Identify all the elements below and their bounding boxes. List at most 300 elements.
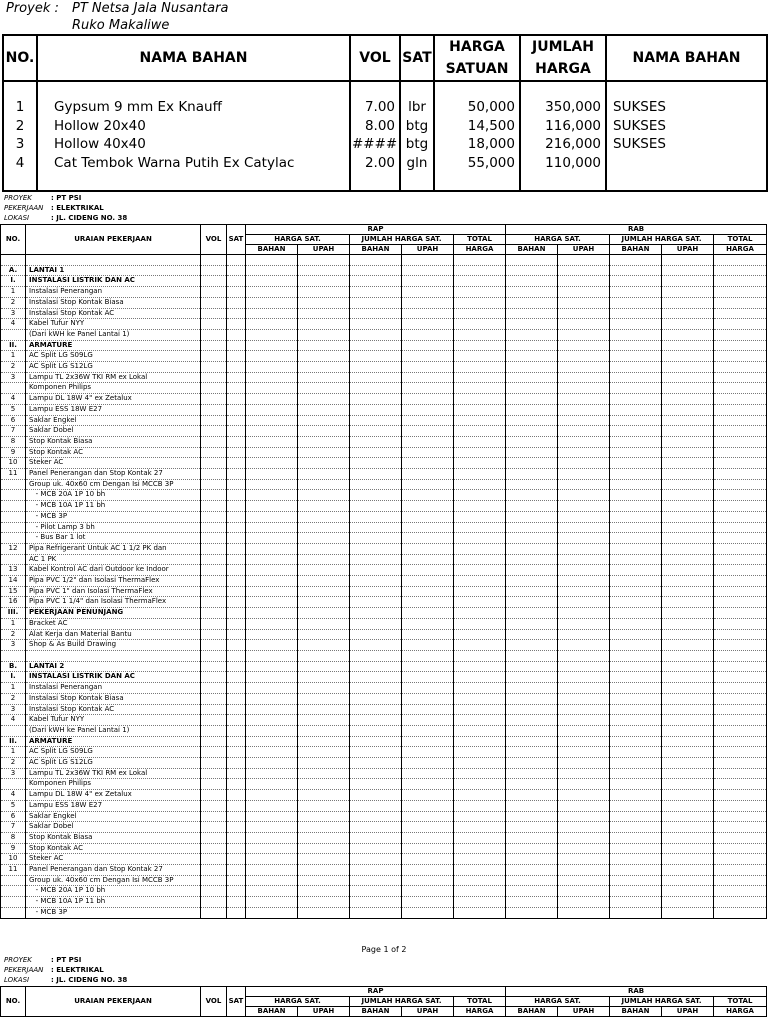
empty-cell bbox=[246, 790, 298, 801]
table-row bbox=[1, 843, 767, 854]
empty-cell bbox=[298, 415, 350, 426]
empty-cell bbox=[662, 790, 714, 801]
row-uraian: Panel Penerangan dan Stop Kontak 27 bbox=[26, 469, 201, 480]
row-no: 2 bbox=[1, 297, 26, 308]
empty-cell bbox=[558, 340, 610, 351]
col-no bbox=[3, 81, 37, 191]
empty-cell bbox=[201, 725, 227, 736]
empty-cell bbox=[610, 865, 662, 876]
row-uraian: Pipa Refrigerant Untuk AC 1 1/2 PK dan bbox=[26, 543, 201, 554]
empty-cell bbox=[506, 768, 558, 779]
empty-cell bbox=[350, 276, 402, 287]
col-header-no: NO. bbox=[3, 35, 37, 81]
empty-cell bbox=[298, 854, 350, 865]
meta-lokasi-label: LOKASI bbox=[4, 214, 30, 222]
empty-cell bbox=[558, 779, 610, 790]
rab-header-sat: SAT bbox=[227, 225, 246, 255]
empty-cell bbox=[454, 276, 506, 287]
empty-cell bbox=[227, 843, 246, 854]
empty-cell bbox=[246, 265, 298, 276]
rab-header-jumlah-harga-sat: JUMLAH HARGA SAT. bbox=[610, 997, 714, 1007]
cell-no: 1 bbox=[15, 99, 25, 115]
table-row bbox=[1, 640, 767, 651]
empty-cell bbox=[506, 661, 558, 672]
empty-cell bbox=[506, 543, 558, 554]
empty-cell bbox=[662, 511, 714, 522]
empty-cell bbox=[402, 854, 454, 865]
meta-lokasi-value: : JL. CIDENG NO. 38 bbox=[51, 214, 128, 222]
empty-cell bbox=[610, 693, 662, 704]
row-no bbox=[1, 383, 26, 394]
empty-cell bbox=[662, 907, 714, 918]
empty-cell bbox=[227, 255, 246, 266]
empty-cell bbox=[246, 661, 298, 672]
row-no bbox=[1, 501, 26, 512]
table-row bbox=[1, 458, 767, 469]
rab-header-upah: UPAH bbox=[662, 245, 714, 255]
empty-cell bbox=[227, 672, 246, 683]
empty-cell bbox=[246, 832, 298, 843]
empty-cell bbox=[402, 736, 454, 747]
row-no bbox=[1, 522, 26, 533]
empty-cell bbox=[558, 790, 610, 801]
empty-cell bbox=[227, 779, 246, 790]
empty-cell bbox=[201, 618, 227, 629]
row-uraian: AC 1 PK bbox=[26, 554, 201, 565]
empty-cell bbox=[246, 800, 298, 811]
empty-cell bbox=[506, 790, 558, 801]
empty-cell bbox=[246, 297, 298, 308]
empty-cell bbox=[201, 672, 227, 683]
row-uraian: LANTAI 1 bbox=[26, 265, 201, 276]
empty-cell bbox=[402, 287, 454, 298]
empty-cell bbox=[454, 897, 506, 908]
row-no: 5 bbox=[1, 800, 26, 811]
empty-cell bbox=[662, 447, 714, 458]
meta-proyek-value: : PT PSI bbox=[51, 194, 82, 202]
empty-cell bbox=[558, 265, 610, 276]
row-uraian: LANTAI 2 bbox=[26, 661, 201, 672]
empty-cell bbox=[201, 608, 227, 619]
empty-cell bbox=[662, 362, 714, 373]
row-no bbox=[1, 554, 26, 565]
empty-cell bbox=[350, 297, 402, 308]
empty-cell bbox=[227, 576, 246, 587]
empty-cell bbox=[506, 618, 558, 629]
rap-header-harga: HARGA bbox=[454, 1007, 506, 1017]
row-uraian: Group uk. 40x60 cm Dengan Isi MCCB 3P bbox=[26, 875, 201, 886]
empty-cell bbox=[350, 704, 402, 715]
row-uraian: Stop Kontak AC bbox=[26, 447, 201, 458]
empty-cell bbox=[506, 822, 558, 833]
empty-cell bbox=[350, 875, 402, 886]
rap-header-total: TOTAL bbox=[454, 997, 506, 1007]
empty-cell bbox=[558, 886, 610, 897]
empty-cell bbox=[246, 704, 298, 715]
empty-cell bbox=[227, 501, 246, 512]
empty-cell bbox=[246, 758, 298, 769]
empty-cell bbox=[227, 822, 246, 833]
empty-cell bbox=[227, 479, 246, 490]
empty-cell bbox=[714, 511, 767, 522]
row-no: 15 bbox=[1, 586, 26, 597]
table-row bbox=[1, 265, 767, 276]
table-row bbox=[1, 543, 767, 554]
row-no: 14 bbox=[1, 576, 26, 587]
empty-cell bbox=[454, 618, 506, 629]
row-no bbox=[1, 490, 26, 501]
row-no: 4 bbox=[1, 790, 26, 801]
empty-cell bbox=[610, 501, 662, 512]
empty-cell bbox=[201, 490, 227, 501]
row-no: 1 bbox=[1, 683, 26, 694]
empty-cell bbox=[402, 811, 454, 822]
row-no bbox=[1, 875, 26, 886]
empty-cell bbox=[350, 554, 402, 565]
empty-cell bbox=[227, 865, 246, 876]
empty-cell bbox=[227, 747, 246, 758]
empty-cell bbox=[454, 811, 506, 822]
table-row bbox=[1, 586, 767, 597]
empty-cell bbox=[246, 383, 298, 394]
empty-cell bbox=[610, 683, 662, 694]
meta-pekerjaan-value: : ELEKTRIKAL bbox=[51, 966, 104, 974]
empty-cell bbox=[610, 426, 662, 437]
table-row bbox=[1, 447, 767, 458]
empty-cell bbox=[506, 308, 558, 319]
row-no: 3 bbox=[1, 372, 26, 383]
empty-cell bbox=[506, 276, 558, 287]
row-no: 4 bbox=[1, 319, 26, 330]
empty-cell bbox=[201, 297, 227, 308]
empty-cell bbox=[246, 511, 298, 522]
table-row bbox=[1, 554, 767, 565]
empty-cell bbox=[714, 790, 767, 801]
row-no: I. bbox=[1, 672, 26, 683]
row-no: 4 bbox=[1, 394, 26, 405]
empty-cell bbox=[662, 747, 714, 758]
empty-cell bbox=[201, 576, 227, 587]
empty-cell bbox=[298, 758, 350, 769]
empty-cell bbox=[558, 436, 610, 447]
empty-cell bbox=[402, 255, 454, 266]
empty-cell bbox=[714, 704, 767, 715]
empty-cell bbox=[298, 479, 350, 490]
cell-nama: Hollow 40x40 bbox=[54, 136, 146, 152]
empty-cell bbox=[350, 501, 402, 512]
empty-cell bbox=[298, 404, 350, 415]
empty-cell bbox=[558, 319, 610, 330]
empty-cell bbox=[402, 715, 454, 726]
row-no: 7 bbox=[1, 822, 26, 833]
empty-cell bbox=[402, 651, 454, 662]
empty-cell bbox=[558, 736, 610, 747]
empty-cell bbox=[246, 822, 298, 833]
empty-cell bbox=[662, 458, 714, 469]
empty-cell bbox=[246, 854, 298, 865]
empty-cell bbox=[350, 479, 402, 490]
empty-cell bbox=[298, 747, 350, 758]
empty-cell bbox=[558, 811, 610, 822]
project-name: PT Netsa Jala Nusantara bbox=[72, 1, 229, 16]
empty-cell bbox=[506, 875, 558, 886]
empty-cell bbox=[454, 865, 506, 876]
row-uraian: AC Split LG S12LG bbox=[26, 362, 201, 373]
empty-cell bbox=[714, 715, 767, 726]
empty-cell bbox=[506, 340, 558, 351]
rab-header-no: NO. bbox=[1, 225, 26, 255]
empty-cell bbox=[402, 469, 454, 480]
col-header-harga-line2: SATUAN bbox=[445, 61, 509, 77]
empty-cell bbox=[454, 576, 506, 587]
table-row bbox=[1, 469, 767, 480]
empty-cell bbox=[714, 725, 767, 736]
empty-cell bbox=[201, 822, 227, 833]
row-uraian: Alat Kerja dan Material Bantu bbox=[26, 629, 201, 640]
row-no bbox=[1, 886, 26, 897]
row-uraian: - MCB 20A 1P 10 bh bbox=[26, 490, 201, 501]
empty-cell bbox=[714, 308, 767, 319]
meta-proyek-label: PROYEK bbox=[4, 194, 32, 202]
empty-cell bbox=[201, 854, 227, 865]
empty-cell bbox=[201, 447, 227, 458]
empty-cell bbox=[227, 447, 246, 458]
empty-cell bbox=[227, 297, 246, 308]
empty-cell bbox=[610, 490, 662, 501]
empty-cell bbox=[610, 372, 662, 383]
empty-cell bbox=[558, 597, 610, 608]
empty-cell bbox=[714, 672, 767, 683]
empty-cell bbox=[350, 426, 402, 437]
empty-cell bbox=[402, 276, 454, 287]
empty-cell bbox=[227, 415, 246, 426]
empty-cell bbox=[610, 618, 662, 629]
empty-cell bbox=[454, 501, 506, 512]
row-uraian: - MCB 20A 1P 10 bh bbox=[26, 886, 201, 897]
table-row bbox=[1, 811, 767, 822]
empty-cell bbox=[506, 800, 558, 811]
empty-cell bbox=[506, 511, 558, 522]
empty-cell bbox=[298, 255, 350, 266]
rab-header-no: NO. bbox=[1, 987, 26, 1017]
empty-cell bbox=[246, 618, 298, 629]
empty-cell bbox=[201, 875, 227, 886]
rab-header-jumlah-harga-sat: JUMLAH HARGA SAT. bbox=[610, 235, 714, 245]
empty-cell bbox=[201, 651, 227, 662]
empty-cell bbox=[298, 843, 350, 854]
row-uraian: Stop Kontak Biasa bbox=[26, 832, 201, 843]
empty-cell bbox=[246, 340, 298, 351]
row-uraian: Kabel Tufur NYY bbox=[26, 715, 201, 726]
rab-header-vol: VOL bbox=[201, 987, 227, 1017]
empty-cell bbox=[298, 629, 350, 640]
rap-header-harga-sat: HARGA SAT. bbox=[246, 235, 350, 245]
rab-header-sat: SAT bbox=[227, 987, 246, 1017]
empty-cell bbox=[246, 693, 298, 704]
empty-cell bbox=[246, 629, 298, 640]
empty-cell bbox=[558, 255, 610, 266]
empty-cell bbox=[610, 586, 662, 597]
empty-cell bbox=[558, 704, 610, 715]
empty-cell bbox=[402, 608, 454, 619]
rap-header-bahan: BAHAN bbox=[246, 245, 298, 255]
empty-cell bbox=[714, 329, 767, 340]
rab-header-rab: RAB bbox=[506, 225, 767, 235]
empty-cell bbox=[298, 779, 350, 790]
table-row bbox=[1, 736, 767, 747]
row-uraian: Instalasi Stop Kontak Biasa bbox=[26, 297, 201, 308]
empty-cell bbox=[246, 479, 298, 490]
empty-cell bbox=[227, 543, 246, 554]
empty-cell bbox=[402, 672, 454, 683]
project-meta-page-2 bbox=[4, 955, 127, 985]
empty-cell bbox=[610, 843, 662, 854]
rab-header-uraian: URAIAN PEKERJAAN bbox=[26, 225, 201, 255]
empty-cell bbox=[201, 736, 227, 747]
empty-cell bbox=[714, 426, 767, 437]
empty-cell bbox=[610, 404, 662, 415]
empty-cell bbox=[662, 372, 714, 383]
project-meta bbox=[4, 193, 127, 223]
empty-cell bbox=[402, 576, 454, 587]
empty-cell bbox=[610, 351, 662, 362]
empty-cell bbox=[227, 811, 246, 822]
empty-cell bbox=[227, 265, 246, 276]
empty-cell bbox=[201, 565, 227, 576]
empty-cell bbox=[298, 597, 350, 608]
row-no bbox=[1, 897, 26, 908]
empty-cell bbox=[454, 458, 506, 469]
empty-cell bbox=[454, 351, 506, 362]
col-vol bbox=[350, 81, 400, 191]
empty-cell bbox=[558, 490, 610, 501]
table-row bbox=[1, 565, 767, 576]
empty-cell bbox=[350, 886, 402, 897]
empty-cell bbox=[350, 362, 402, 373]
rab-header-harga-sat: HARGA SAT. bbox=[506, 235, 610, 245]
row-uraian: - MCB 10A 1P 11 bh bbox=[26, 501, 201, 512]
empty-cell bbox=[454, 629, 506, 640]
empty-cell bbox=[454, 843, 506, 854]
row-no: 9 bbox=[1, 843, 26, 854]
empty-cell bbox=[350, 715, 402, 726]
rab-header-rap: RAP bbox=[246, 225, 506, 235]
empty-cell bbox=[714, 586, 767, 597]
empty-cell bbox=[298, 790, 350, 801]
empty-cell bbox=[201, 865, 227, 876]
empty-cell bbox=[402, 886, 454, 897]
empty-cell bbox=[350, 640, 402, 651]
empty-cell bbox=[714, 854, 767, 865]
empty-cell bbox=[454, 543, 506, 554]
empty-cell bbox=[714, 522, 767, 533]
empty-cell bbox=[402, 511, 454, 522]
row-uraian: Instalasi Stop Kontak AC bbox=[26, 308, 201, 319]
empty-cell bbox=[246, 458, 298, 469]
empty-cell bbox=[350, 265, 402, 276]
empty-cell bbox=[201, 458, 227, 469]
empty-cell bbox=[558, 469, 610, 480]
empty-cell bbox=[402, 704, 454, 715]
row-uraian: - MCB 3P bbox=[26, 907, 201, 918]
empty-cell bbox=[558, 854, 610, 865]
empty-cell bbox=[714, 479, 767, 490]
empty-cell bbox=[714, 458, 767, 469]
cell-sat: btg bbox=[405, 136, 429, 152]
empty-cell bbox=[662, 629, 714, 640]
cell-sat: btg bbox=[405, 117, 429, 134]
empty-cell bbox=[227, 565, 246, 576]
empty-cell bbox=[454, 362, 506, 373]
empty-cell bbox=[506, 265, 558, 276]
empty-cell bbox=[246, 597, 298, 608]
empty-cell bbox=[506, 811, 558, 822]
empty-cell bbox=[558, 522, 610, 533]
row-uraian: Group uk. 40x60 cm Dengan Isi MCCB 3P bbox=[26, 479, 201, 490]
empty-cell bbox=[350, 436, 402, 447]
row-no: 9 bbox=[1, 447, 26, 458]
col-status bbox=[606, 81, 767, 191]
empty-cell bbox=[610, 640, 662, 651]
row-no: 6 bbox=[1, 811, 26, 822]
empty-cell bbox=[246, 351, 298, 362]
row-uraian: - MCB 3P bbox=[26, 511, 201, 522]
empty-cell bbox=[298, 811, 350, 822]
row-no bbox=[1, 479, 26, 490]
empty-cell bbox=[610, 907, 662, 918]
table-row bbox=[1, 854, 767, 865]
empty-cell bbox=[714, 800, 767, 811]
empty-cell bbox=[201, 340, 227, 351]
row-uraian: Steker AC bbox=[26, 854, 201, 865]
empty-cell bbox=[350, 308, 402, 319]
empty-cell bbox=[298, 522, 350, 533]
empty-cell bbox=[246, 426, 298, 437]
empty-cell bbox=[610, 543, 662, 554]
table-row bbox=[1, 362, 767, 373]
empty-cell bbox=[714, 340, 767, 351]
empty-cell bbox=[714, 447, 767, 458]
empty-cell bbox=[402, 415, 454, 426]
empty-cell bbox=[454, 758, 506, 769]
empty-cell bbox=[402, 843, 454, 854]
empty-cell bbox=[714, 865, 767, 876]
empty-cell bbox=[662, 490, 714, 501]
empty-cell bbox=[246, 255, 298, 266]
empty-cell bbox=[558, 822, 610, 833]
empty-cell bbox=[558, 640, 610, 651]
empty-cell bbox=[350, 287, 402, 298]
rap-header-jumlah-harga-sat: JUMLAH HARGA SAT. bbox=[350, 235, 454, 245]
empty-cell bbox=[714, 832, 767, 843]
empty-cell bbox=[454, 875, 506, 886]
empty-cell bbox=[246, 865, 298, 876]
row-uraian: Shop & As Build Drawing bbox=[26, 640, 201, 651]
empty-cell bbox=[662, 340, 714, 351]
empty-cell bbox=[201, 372, 227, 383]
empty-cell bbox=[350, 490, 402, 501]
empty-cell bbox=[201, 511, 227, 522]
empty-cell bbox=[454, 490, 506, 501]
empty-cell bbox=[201, 811, 227, 822]
empty-cell bbox=[558, 672, 610, 683]
empty-cell bbox=[201, 790, 227, 801]
empty-cell bbox=[506, 319, 558, 330]
empty-cell bbox=[454, 693, 506, 704]
empty-cell bbox=[298, 640, 350, 651]
empty-cell bbox=[610, 811, 662, 822]
empty-cell bbox=[714, 693, 767, 704]
